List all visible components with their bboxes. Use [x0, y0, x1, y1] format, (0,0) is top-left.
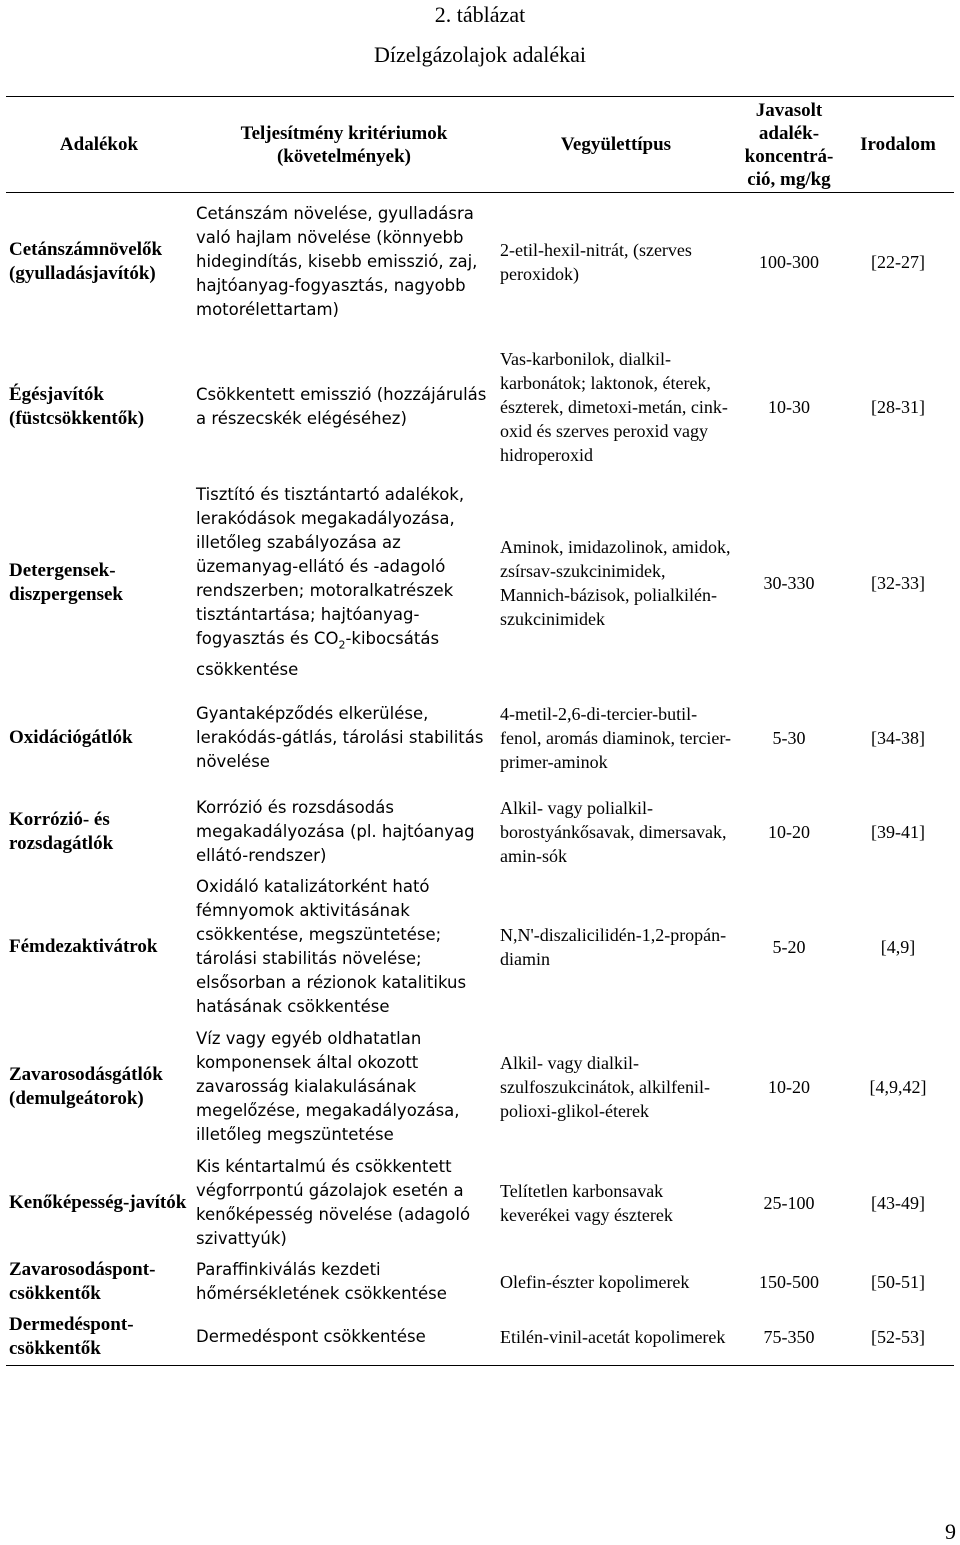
row-compound: Etilén-vinil-acetát kopolimerek [496, 1310, 736, 1366]
row-concentration: 30-330 [763, 572, 815, 593]
row-references: [39-41] [871, 821, 925, 842]
subscript-2: 2 [338, 638, 346, 652]
row-references: [4,9,42] [869, 1076, 927, 1097]
table-row [6, 1023, 954, 1151]
row-references: [43-49] [871, 1192, 925, 1213]
header-compound: Vegyülettípus [496, 97, 736, 193]
row-concentration: 150-500 [759, 1272, 819, 1292]
header-concentration: Javasolt adalék-koncentrá-ció, mg/kg [736, 97, 842, 193]
header-references: Irodalom [842, 97, 954, 193]
row-compound: 4-metil-2,6-di-tercier-butil-fenol, aromás diaminok, tercier-primer-aminok [500, 703, 732, 772]
row-concentration: 100-300 [759, 251, 819, 272]
row-additive-name: Fémdezaktivátrok [9, 935, 158, 957]
row-compound: 2-etil-hexil-nitrát, (szerves peroxidok) [500, 239, 692, 284]
row-performance: Paraffinkiválás kezdeti hőmérsékletének csökkentése [196, 1260, 447, 1303]
table-row [6, 331, 954, 483]
row-additive-name: Dermedéspont-csökkentők [6, 1310, 192, 1366]
row-concentration: 5-30 [772, 727, 806, 748]
table-row [6, 193, 954, 331]
performance-text: Tisztító és tisztántartó adalékok, lerakódások megakadályozása, illetőleg szabályozása az üzemanyag-ellátó és -adagoló rendszerben; motoralkatrészek tisztántartása; hajtóanyag-fogyasztás és CO [196, 485, 465, 649]
row-concentration: 75-350 [736, 1310, 842, 1366]
row-performance: Dermedéspont csökkentése [192, 1310, 496, 1366]
row-compound: Olefin-észter kopolimerek [500, 1272, 690, 1292]
row-additive-name: Detergensek-diszpergensek [9, 559, 123, 605]
row-compound: N,N'-diszalicilidén-1,2-propán-diamin [500, 924, 727, 969]
row-references: [52-53] [842, 1310, 954, 1366]
row-compound: Telítetlen karbonsavak keverékei vagy észterek [500, 1180, 673, 1225]
row-references: [4,9] [880, 936, 916, 957]
header-performance: Teljesítmény kritériumok (követelmények) [192, 97, 496, 193]
table-row [6, 483, 954, 683]
row-compound: Alkil- vagy polialkil-borostyánkősavak, dimersavak, amin-sók [500, 797, 727, 866]
row-references: [28-31] [871, 396, 925, 417]
row-concentration: 10-20 [768, 821, 810, 842]
table-title: Dízelgázolajok adalékai [374, 42, 586, 67]
row-references: [50-51] [871, 1272, 925, 1292]
page-number: 9 [945, 1519, 956, 1544]
row-additive-name: Cetánszámnövelők (gyulladásjavítók) [9, 238, 163, 284]
table-row [6, 793, 954, 871]
row-references: [34-38] [871, 727, 925, 748]
row-additive-name: Kenőképesség-javítók [9, 1191, 187, 1213]
row-compound: Alkil- vagy dialkil-szulfoszukcinátok, alkilfenil-polioxi-glikol-éterek [500, 1052, 710, 1121]
row-performance: Cetánszám növelése, gyulladásra való hajlam növelése (könnyebb hidegindítás, kisebb emisszió, zaj, hajtóanyag-fogyasztás, nagyobb motorélettartam) [196, 203, 478, 319]
row-additive-name: Zavarosodásgátlók (demulgeátorok) [9, 1063, 163, 1109]
row-performance: Víz vagy egyéb oldhatatlan komponensek által okozott zavarosság kialakulásának megelőzése, megakadályozása, illetőleg megszüntetése [196, 1028, 460, 1144]
header-row [6, 97, 954, 193]
row-performance [192, 483, 496, 683]
row-performance: Korrózió és rozsdásodás megakadályozása (pl. hajtóanyag ellátó-rendszer) [196, 797, 475, 865]
table-row [6, 871, 954, 1023]
row-concentration: 10-20 [768, 1076, 810, 1097]
performance-text-end: -kibocsátás csökkentése [196, 629, 440, 679]
row-compound: Aminok, imidazolinok, amidok, zsírsav-szukcinimidek, Mannich-bázisok, polialkilén-szukcinimidek [500, 536, 731, 629]
row-performance: Oxidáló katalizátorként ható fémnyomok aktivitásának csökkentése, megszüntetése; tárolási stabilitás növelése; elsősorban a rézionok katalitikus hatásának csökkentése [196, 876, 467, 1016]
table-row [6, 1310, 954, 1366]
row-compound: Vas-karbonilok, dialkil-karbonátok; laktonok, éterek, észterek, dimetoxi-metán, cink-oxid és szerves peroxid vagy hidroperoxid [500, 348, 728, 465]
row-concentration: 10-30 [768, 396, 810, 417]
row-additive-name: Oxidációgátlók [9, 726, 133, 748]
row-performance: Csökkentett emisszió (hozzájárulás a részecskék elégéséhez) [196, 384, 487, 428]
row-performance: Kis kéntartalmú és csökkentett végforrpontú gázolajok esetén a kenőképesség növelése (adagoló szivattyúk) [196, 1156, 471, 1248]
row-additive-name: Zavarosodáspont-csökkentők [9, 1259, 156, 1304]
row-additive-name: Égésjavítók (füstcsökkentők) [9, 383, 145, 429]
row-performance: Gyantaképződés elkerülése, lerakódás-gátlás, tárolási stabilitás növelése [196, 703, 484, 771]
row-references: [32-33] [871, 572, 925, 593]
row-concentration: 25-100 [763, 1192, 815, 1213]
table-number: 2. táblázat [434, 2, 526, 27]
row-additive-name: Korrózió- és rozsdagátlók [9, 808, 114, 854]
additives-table [6, 96, 954, 1366]
table-row [6, 683, 954, 793]
table-row [6, 1151, 954, 1255]
row-references: [22-27] [871, 251, 925, 272]
table-row [6, 1255, 954, 1310]
header-additives: Adalékok [6, 97, 192, 193]
row-concentration: 5-20 [772, 936, 806, 957]
